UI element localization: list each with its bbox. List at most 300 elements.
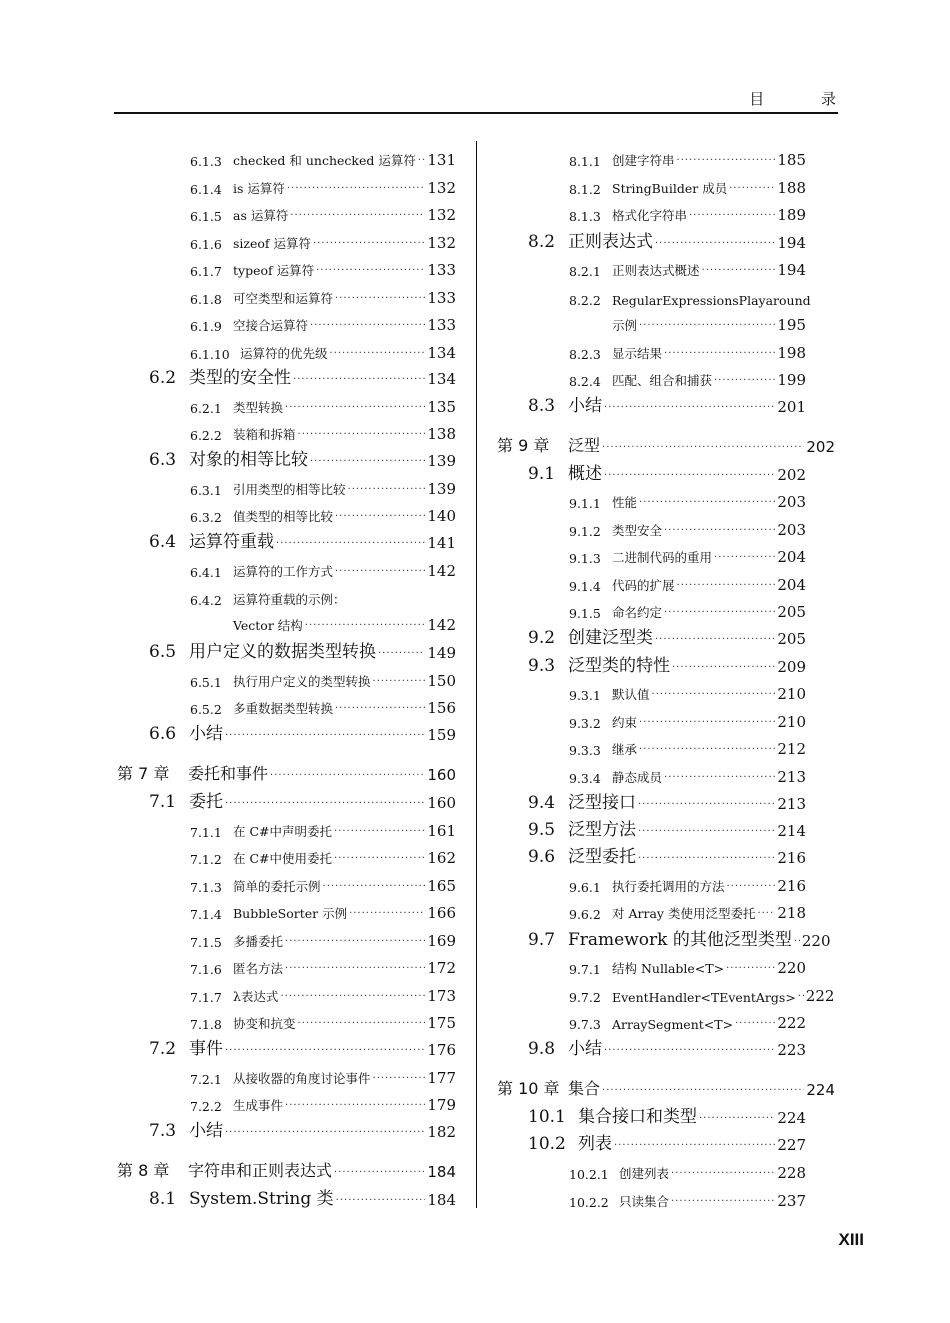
toc-entry-title: 可空类型和运算符 bbox=[233, 291, 334, 306]
dot-leader bbox=[604, 471, 775, 484]
toc-entry bbox=[569, 312, 806, 334]
toc-entry-page: 185 bbox=[777, 151, 806, 169]
toc-entry-page: 205 bbox=[777, 630, 806, 648]
toc-entry-title: 创建泛型类 bbox=[568, 628, 653, 648]
toc-entry-title: checked 和 unchecked 运算符 bbox=[233, 153, 416, 168]
toc-entry-number: 7.3 bbox=[149, 1121, 177, 1141]
toc-entry bbox=[190, 175, 456, 197]
toc-entry-page: 160 bbox=[427, 794, 456, 812]
toc-entry-title: 小结 bbox=[189, 1121, 223, 1141]
toc-entry-page: 140 bbox=[427, 507, 456, 525]
toc-entry-page: 141 bbox=[427, 534, 456, 552]
toc-entry-number: 6.4.2 bbox=[190, 593, 222, 608]
toc-entry-title: 空接合运算符 bbox=[233, 318, 309, 333]
toc-entry-page: 149 bbox=[427, 644, 456, 662]
toc-entry-page: 237 bbox=[777, 1192, 806, 1210]
toc-entry-title: 多重数据类型转换 bbox=[233, 701, 334, 716]
dot-leader bbox=[310, 321, 425, 334]
toc-entry bbox=[190, 503, 456, 525]
toc-entry-number: 9.4 bbox=[528, 793, 556, 813]
toc-entry-number: 第 10 章 bbox=[497, 1079, 560, 1098]
toc-entry-title: 命名约定 bbox=[612, 605, 663, 620]
toc-entry bbox=[190, 955, 456, 977]
toc-entry-page: 133 bbox=[427, 316, 456, 334]
toc-entry-page: 132 bbox=[427, 206, 456, 224]
toc-entry-title: 匿名方法 bbox=[233, 961, 284, 976]
toc-entry-number: 9.1 bbox=[528, 464, 556, 484]
toc-entry bbox=[569, 599, 806, 621]
toc-entry-number: 9.3.4 bbox=[569, 771, 601, 786]
dot-leader bbox=[727, 882, 776, 895]
toc-entry-page: 131 bbox=[427, 151, 456, 169]
toc-entry-page: 184 bbox=[427, 1163, 456, 1181]
toc-entry-page: 202 bbox=[806, 438, 835, 456]
toc-entry bbox=[569, 681, 806, 703]
toc-entry-page: 222 bbox=[777, 1014, 806, 1032]
toc-entry bbox=[149, 448, 456, 470]
toc-entry-title: 运算符的优先级 bbox=[240, 346, 328, 361]
toc-entry bbox=[569, 517, 806, 539]
toc-entry-page: 213 bbox=[777, 795, 806, 813]
dot-leader bbox=[225, 1046, 425, 1059]
toc-entry-number: 10.2.2 bbox=[569, 1195, 609, 1210]
toc-entry bbox=[190, 928, 456, 950]
toc-entry-page: 134 bbox=[427, 370, 456, 388]
toc-entry-page: 184 bbox=[427, 1191, 456, 1209]
toc-entry-page: 203 bbox=[777, 493, 806, 511]
dot-leader bbox=[330, 349, 426, 362]
dot-leader bbox=[689, 211, 775, 224]
toc-entry-number: 9.7.3 bbox=[569, 1017, 601, 1032]
toc-entry bbox=[149, 1187, 456, 1209]
toc-entry-number: 9.3.2 bbox=[569, 716, 601, 731]
toc-entry-number: 8.2 bbox=[528, 232, 556, 252]
toc-entry-page: 132 bbox=[427, 179, 456, 197]
toc-entry bbox=[190, 202, 456, 224]
toc-entry-number: 9.2 bbox=[528, 628, 556, 648]
dot-leader bbox=[373, 1074, 426, 1087]
toc-entry bbox=[149, 1119, 456, 1141]
dot-leader bbox=[614, 1141, 775, 1154]
toc-entry-page: 214 bbox=[777, 822, 806, 840]
toc-entry-number: 8.1.1 bbox=[569, 154, 601, 169]
toc-entry-title: 对 Array 类使用泛型委托 bbox=[612, 906, 756, 921]
toc-entry-title: 引用类型的相等比较 bbox=[233, 482, 346, 497]
dot-leader bbox=[794, 937, 800, 950]
toc-entry-page: 150 bbox=[427, 672, 456, 690]
dot-leader bbox=[335, 704, 425, 717]
toc-entry-page: 223 bbox=[777, 1041, 806, 1059]
toc-entry bbox=[528, 818, 806, 840]
toc-entry-number: 7.2.1 bbox=[190, 1072, 222, 1087]
toc-entry-number: 6.5.1 bbox=[190, 675, 222, 690]
toc-entry-title: 运算符的工作方式 bbox=[233, 564, 334, 579]
toc-entry-title: 正则表达式 bbox=[568, 232, 653, 252]
toc-entry-number: 9.3.3 bbox=[569, 743, 601, 758]
toc-entry bbox=[149, 790, 456, 812]
toc-entry bbox=[190, 668, 456, 690]
toc-entry bbox=[569, 489, 806, 511]
toc-entry-title: 创建字符串 bbox=[612, 153, 675, 168]
toc-entry-title: 执行委托调用的方法 bbox=[612, 879, 725, 894]
toc-entry-title: RegularExpressionsPlayaround bbox=[612, 293, 811, 308]
dot-leader bbox=[638, 854, 775, 867]
toc-entry-number: 7.2.2 bbox=[190, 1099, 222, 1114]
toc-entry-page: 216 bbox=[777, 849, 806, 867]
toc-entry-number: 9.7.1 bbox=[569, 962, 601, 977]
dot-leader bbox=[298, 430, 426, 443]
dot-leader bbox=[664, 526, 775, 539]
toc-entry bbox=[149, 1037, 456, 1059]
toc-entry-title: 在 C#中使用委托 bbox=[233, 851, 333, 866]
toc-entry bbox=[190, 285, 456, 307]
toc-entry-page: 198 bbox=[777, 344, 806, 362]
toc-entry-number: 6.1.8 bbox=[190, 292, 222, 307]
toc-entry-title: 泛型类的特性 bbox=[568, 656, 670, 676]
toc-entry-title: 格式化字符串 bbox=[612, 208, 688, 223]
toc-entry-number: 9.7.2 bbox=[569, 990, 601, 1005]
toc-entry-title: 对象的相等比较 bbox=[189, 450, 308, 470]
toc-entry-number: 9.3.1 bbox=[569, 688, 601, 703]
toc-entry-page: 203 bbox=[777, 521, 806, 539]
toc-entry bbox=[190, 845, 456, 867]
toc-entry-title: Vector 结构 bbox=[233, 618, 303, 633]
toc-entry bbox=[569, 202, 806, 224]
toc-entry-title: 小结 bbox=[568, 396, 602, 416]
toc-entry-title: 委托 bbox=[189, 792, 223, 812]
toc-entry-page: 210 bbox=[777, 685, 806, 703]
toc-entry-page: 220 bbox=[801, 932, 831, 950]
toc-entry bbox=[528, 654, 806, 676]
toc-entry-page: 169 bbox=[427, 932, 456, 950]
toc-entry-title: 静态成员 bbox=[612, 770, 663, 785]
toc-entry-title: 小结 bbox=[189, 724, 223, 744]
dot-leader bbox=[638, 800, 775, 813]
dot-leader bbox=[639, 718, 775, 731]
toc-entry bbox=[569, 1010, 806, 1032]
toc-entry bbox=[190, 1065, 456, 1087]
dot-leader bbox=[714, 553, 775, 566]
toc-entry-number: 8.1.3 bbox=[569, 209, 601, 224]
toc-entry-number: 6.1.3 bbox=[190, 154, 222, 169]
toc-entry-number: 8.2.2 bbox=[569, 293, 601, 308]
header-rule bbox=[114, 112, 838, 114]
toc-entry-title: 装箱和拆箱 bbox=[233, 427, 296, 442]
toc-entry-number: 7.1.6 bbox=[190, 962, 222, 977]
toc-entry-number: 6.1.9 bbox=[190, 319, 222, 334]
toc-entry-title: 类型安全 bbox=[612, 523, 663, 538]
toc-entry bbox=[569, 764, 806, 786]
toc-entry-number: 6.6 bbox=[149, 724, 177, 744]
dot-leader bbox=[655, 239, 775, 252]
toc-entry bbox=[569, 955, 806, 977]
toc-entry-page: 213 bbox=[777, 768, 806, 786]
dot-leader bbox=[378, 649, 425, 662]
toc-entry-number: 9.8 bbox=[528, 1039, 556, 1059]
toc-entry-number: 8.2.3 bbox=[569, 347, 601, 362]
toc-entry-page: 204 bbox=[777, 576, 806, 594]
toc-entry bbox=[190, 695, 456, 717]
toc-entry-page: 139 bbox=[427, 480, 456, 498]
dot-leader bbox=[604, 403, 775, 416]
toc-entry-number: 9.7 bbox=[528, 930, 556, 950]
toc-entry-number: 9.5 bbox=[528, 820, 556, 840]
dot-leader bbox=[225, 731, 425, 744]
toc-entry-number: 7.1.5 bbox=[190, 935, 222, 950]
dot-leader bbox=[270, 771, 425, 784]
dot-leader bbox=[664, 773, 775, 786]
toc-entry-title: 运算符重载 bbox=[189, 532, 274, 552]
dot-leader bbox=[638, 827, 775, 840]
toc-entry-number: 9.1.4 bbox=[569, 579, 601, 594]
dot-leader bbox=[664, 349, 775, 362]
toc-entry-page: 199 bbox=[777, 371, 806, 389]
dot-leader bbox=[285, 1101, 425, 1114]
toc-entry bbox=[528, 394, 806, 416]
toc-entry-number: 6.3.1 bbox=[190, 483, 222, 498]
toc-entry-title: 匹配、组合和捕获 bbox=[612, 373, 713, 388]
toc-entry-number: 第 8 章 bbox=[117, 1161, 170, 1180]
toc-entry-page: 132 bbox=[427, 234, 456, 252]
toc-entry-title: 执行用户定义的类型转换 bbox=[233, 674, 371, 689]
toc-entry bbox=[569, 286, 811, 308]
toc-entry bbox=[497, 1077, 835, 1099]
toc-entry-number: 7.1.1 bbox=[190, 825, 222, 840]
toc-entry-page: 162 bbox=[427, 849, 456, 867]
toc-entry-page: 218 bbox=[777, 904, 806, 922]
toc-entry-page: 166 bbox=[427, 904, 456, 922]
toc-entry-page: 179 bbox=[427, 1096, 456, 1114]
toc-entry-title: 集合接口和类型 bbox=[578, 1107, 697, 1127]
toc-entry-page: 189 bbox=[777, 206, 806, 224]
toc-entry bbox=[569, 147, 806, 169]
toc-entry-title: typeof 运算符 bbox=[233, 263, 315, 278]
toc-entry-number: 6.1.10 bbox=[190, 347, 230, 362]
toc-entry bbox=[528, 1132, 806, 1154]
toc-entry-title: 用户定义的数据类型转换 bbox=[189, 642, 376, 662]
toc-entry-title: Framework 的其他泛型类型 bbox=[568, 930, 792, 950]
toc-entry-title: 在 C#中声明委托 bbox=[233, 824, 333, 839]
toc-entry-page: 220 bbox=[777, 959, 806, 977]
dot-leader bbox=[310, 457, 425, 470]
toc-entry-title: 字符串和正则表达式 bbox=[188, 1161, 333, 1180]
toc-entry bbox=[117, 1159, 456, 1181]
toc-entry-page: 194 bbox=[777, 234, 806, 252]
toc-entry-page: 138 bbox=[427, 425, 456, 443]
toc-entry-number: 8.2.4 bbox=[569, 374, 601, 389]
toc-entry-page: 212 bbox=[777, 740, 806, 758]
dot-leader bbox=[316, 266, 425, 279]
toc-entry-page: 201 bbox=[777, 398, 806, 416]
toc-entry bbox=[190, 1092, 456, 1114]
toc-entry-title: 泛型方法 bbox=[568, 820, 636, 840]
dot-leader bbox=[334, 854, 425, 867]
dot-leader bbox=[334, 1168, 425, 1181]
toc-entry-title: 只读集合 bbox=[619, 1194, 670, 1209]
dot-leader bbox=[335, 567, 425, 580]
toc-entry-number: 6.2.1 bbox=[190, 401, 222, 416]
toc-entry-number: 9.6.1 bbox=[569, 880, 601, 895]
dot-leader bbox=[418, 156, 425, 169]
toc-entry-title: BubbleSorter 示例 bbox=[233, 906, 348, 921]
toc-entry bbox=[569, 900, 806, 922]
dot-leader bbox=[285, 403, 425, 416]
toc-entry-page: 216 bbox=[777, 877, 806, 895]
toc-entry-page: 160 bbox=[427, 766, 456, 784]
dot-leader bbox=[335, 294, 425, 307]
toc-entry-number: 6.3.2 bbox=[190, 510, 222, 525]
toc-entry bbox=[190, 873, 456, 895]
toc-entry bbox=[190, 586, 456, 608]
toc-entry-title: 示例 bbox=[612, 318, 638, 333]
toc-entry bbox=[569, 367, 806, 389]
dot-leader bbox=[285, 964, 425, 977]
toc-entry-title: 代码的扩展 bbox=[612, 578, 675, 593]
dot-leader bbox=[677, 581, 776, 594]
toc-entry bbox=[528, 230, 806, 252]
dot-leader bbox=[293, 375, 425, 388]
toc-entry bbox=[528, 928, 831, 950]
dot-leader bbox=[652, 690, 776, 703]
toc-entry-page: 161 bbox=[427, 822, 456, 840]
toc-entry-page: 139 bbox=[427, 452, 456, 470]
toc-entry bbox=[190, 558, 456, 580]
toc-entry-number: 9.1.2 bbox=[569, 524, 601, 539]
toc-entry bbox=[190, 230, 456, 252]
toc-entry-number: 6.4.1 bbox=[190, 565, 222, 580]
toc-entry-title: as 运算符 bbox=[233, 208, 289, 223]
toc-entry bbox=[569, 340, 806, 362]
toc-entry-title: 运算符重载的示例： bbox=[233, 592, 346, 607]
toc-entry bbox=[569, 736, 806, 758]
toc-entry-page: 202 bbox=[777, 466, 806, 484]
toc-entry-title: 默认值 bbox=[612, 687, 650, 702]
toc-entry bbox=[190, 612, 456, 634]
toc-entry-title: ArraySegment<T> bbox=[612, 1017, 734, 1032]
toc-entry-number: 第 9 章 bbox=[497, 436, 550, 455]
toc-entry-page: 182 bbox=[427, 1123, 456, 1141]
toc-entry bbox=[149, 366, 456, 388]
toc-entry-title: 从接收器的角度讨论事件 bbox=[233, 1071, 371, 1086]
toc-entry-page: 142 bbox=[427, 616, 456, 634]
toc-entry-number: 6.1.4 bbox=[190, 182, 222, 197]
toc-entry-title: 泛型 bbox=[568, 436, 601, 455]
toc-entry bbox=[569, 257, 806, 279]
toc-entry bbox=[149, 640, 456, 662]
toc-entry-title: 类型的安全性 bbox=[189, 368, 291, 388]
toc-entry-page: 176 bbox=[427, 1041, 456, 1059]
toc-entry-title: 结构 Nullable<T> bbox=[612, 961, 725, 976]
toc-entry-number: 7.1.7 bbox=[190, 990, 222, 1005]
toc-entry-number: 9.1.3 bbox=[569, 551, 601, 566]
toc-entry bbox=[569, 175, 806, 197]
toc-entry-title: 小结 bbox=[568, 1039, 602, 1059]
toc-entry bbox=[190, 1010, 456, 1032]
toc-entry-number: 8.1 bbox=[149, 1189, 177, 1209]
dot-leader bbox=[672, 663, 775, 676]
toc-entry-number: 7.1 bbox=[149, 792, 177, 812]
toc-entry bbox=[190, 421, 456, 443]
dot-leader bbox=[602, 443, 804, 456]
toc-entry-title: is 运算符 bbox=[233, 181, 285, 196]
toc-entry-title: 显示结果 bbox=[612, 346, 663, 361]
toc-entry bbox=[190, 394, 456, 416]
toc-entry-number: 9.3 bbox=[528, 656, 556, 676]
toc-entry bbox=[190, 340, 456, 362]
dot-leader bbox=[735, 1019, 775, 1032]
dot-leader bbox=[305, 621, 426, 634]
toc-entry-number: 7.1.3 bbox=[190, 880, 222, 895]
toc-entry bbox=[569, 1188, 806, 1210]
toc-entry bbox=[528, 1105, 806, 1127]
toc-entry-number: 8.1.2 bbox=[569, 182, 601, 197]
dot-leader bbox=[664, 608, 775, 621]
toc-entry-number: 9.1.5 bbox=[569, 606, 601, 621]
toc-entry bbox=[569, 983, 835, 1005]
toc-entry-title: 列表 bbox=[578, 1134, 612, 1154]
toc-entry bbox=[528, 791, 806, 813]
toc-entry-title: 委托和事件 bbox=[188, 764, 269, 783]
toc-entry-number: 10.1 bbox=[528, 1107, 566, 1127]
toc-entry bbox=[569, 1160, 806, 1182]
toc-entry bbox=[190, 476, 456, 498]
toc-entry-title: λ表达式 bbox=[233, 989, 279, 1004]
toc-entry-title: 事件 bbox=[189, 1039, 223, 1059]
toc-entry-number: 6.2.2 bbox=[190, 428, 222, 443]
toc-entry-page: 133 bbox=[427, 289, 456, 307]
dot-leader bbox=[287, 184, 425, 197]
toc-entry bbox=[190, 147, 456, 169]
dot-leader bbox=[604, 1046, 775, 1059]
toc-entry-number: 7.1.4 bbox=[190, 907, 222, 922]
toc-entry-page: 222 bbox=[805, 987, 835, 1005]
toc-entry-page: 224 bbox=[777, 1109, 806, 1127]
toc-entry-number: 6.3 bbox=[149, 450, 177, 470]
dot-leader bbox=[225, 799, 425, 812]
toc-entry-title: 约束 bbox=[612, 715, 638, 730]
toc-entry-title: 简单的委托示例 bbox=[233, 879, 321, 894]
dot-leader bbox=[677, 156, 776, 169]
dot-leader bbox=[699, 1114, 775, 1127]
dot-leader bbox=[639, 321, 775, 334]
toc-entry-title: System.String 类 bbox=[189, 1189, 334, 1209]
toc-entry-number: 7.1.8 bbox=[190, 1017, 222, 1032]
toc-entry-number: 第 7 章 bbox=[117, 764, 170, 783]
toc-entry bbox=[569, 709, 806, 731]
dot-leader bbox=[373, 677, 426, 690]
toc-entry bbox=[149, 722, 456, 744]
toc-entry-number: 10.2 bbox=[528, 1134, 566, 1154]
toc-entry-page: 175 bbox=[427, 1014, 456, 1032]
dot-leader bbox=[726, 964, 775, 977]
toc-entry-page: 224 bbox=[806, 1081, 835, 1099]
toc-entry-title: sizeof 运算符 bbox=[233, 236, 312, 251]
toc-entry-number: 8.3 bbox=[528, 396, 556, 416]
toc-entry bbox=[117, 762, 456, 784]
toc-entry-number: 9.6.2 bbox=[569, 907, 601, 922]
toc-entry-page: 195 bbox=[777, 316, 806, 334]
toc-entry-number: 6.1.6 bbox=[190, 237, 222, 252]
dot-leader bbox=[639, 745, 775, 758]
dot-leader bbox=[349, 909, 425, 922]
dot-leader bbox=[336, 1196, 426, 1209]
toc-entry-title: StringBuilder 成员 bbox=[612, 181, 728, 196]
toc-entry bbox=[569, 873, 806, 895]
toc-entry-page: 210 bbox=[777, 713, 806, 731]
dot-leader bbox=[348, 485, 426, 498]
dot-leader bbox=[280, 992, 425, 1005]
toc-entry bbox=[528, 462, 806, 484]
